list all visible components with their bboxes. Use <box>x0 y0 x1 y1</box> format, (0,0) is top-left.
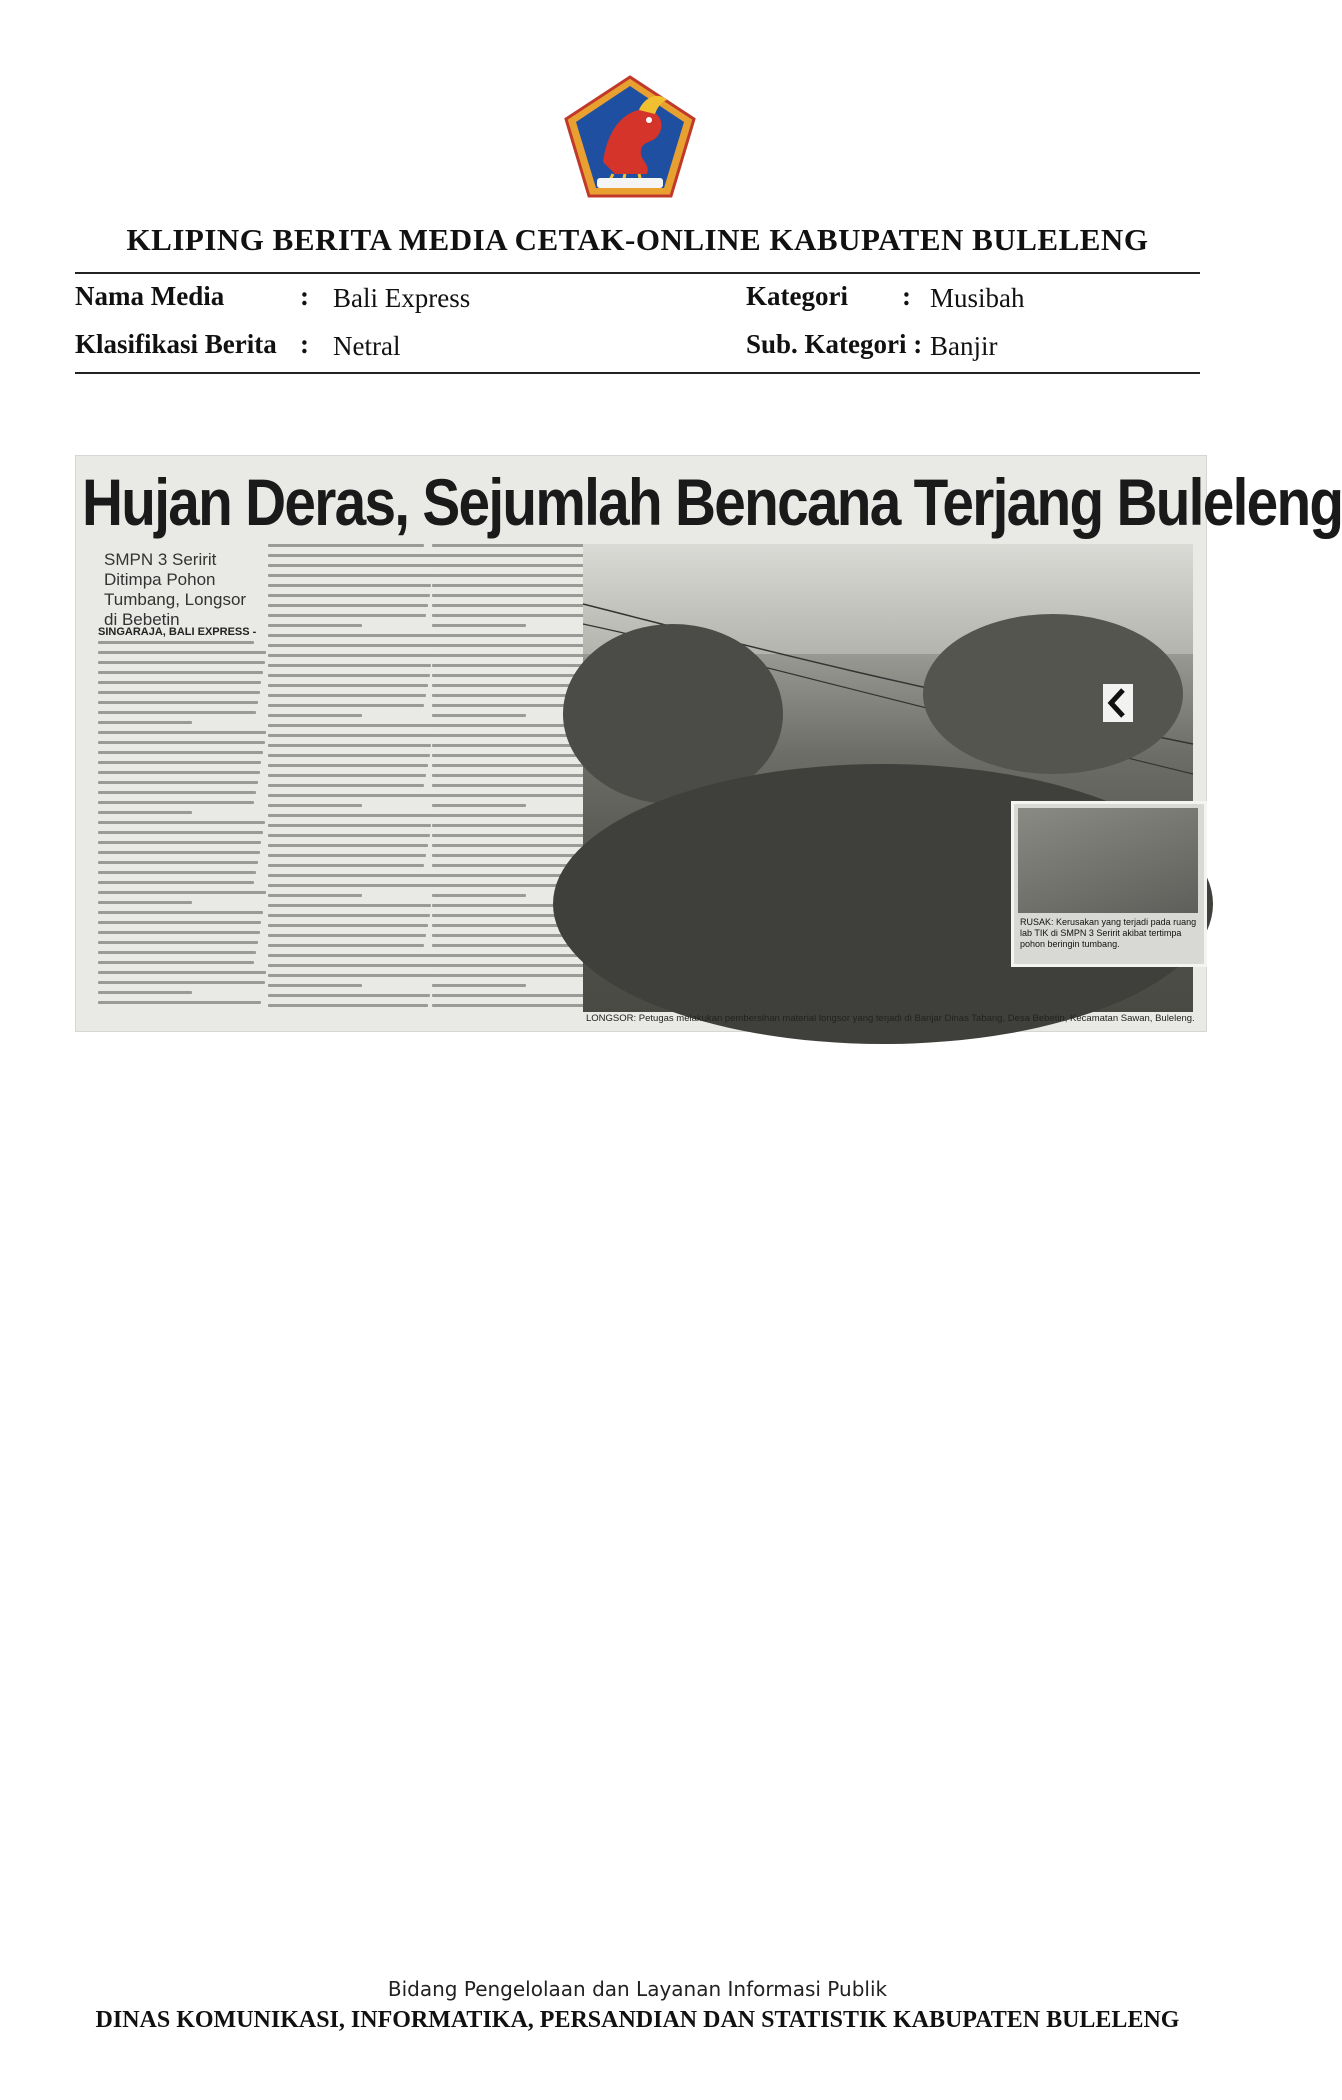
article-text-line <box>98 881 254 884</box>
article-dateline: SINGARAJA, BALI EXPRESS - <box>98 626 257 638</box>
article-text-line <box>268 594 430 597</box>
article-text-line <box>98 661 265 664</box>
article-text-line <box>98 801 254 804</box>
article-text-line <box>268 924 428 927</box>
article-text-line <box>432 994 594 997</box>
classification-separator: : <box>300 329 309 359</box>
article-text-line <box>98 941 258 944</box>
article-text-line <box>268 664 431 667</box>
article-text-line <box>432 834 594 837</box>
article-text-line <box>268 624 362 627</box>
article-text-line <box>432 964 599 967</box>
article-text-line <box>432 894 526 897</box>
article-text-line <box>432 674 594 677</box>
article-text-line <box>98 1001 261 1004</box>
article-text-line <box>98 761 261 764</box>
article-text-line <box>268 614 426 617</box>
article-headline: Hujan Deras, Sejumlah Bencana Terjang Buleleng <box>82 465 1342 539</box>
article-text-line <box>268 834 430 837</box>
article-text-line <box>98 931 260 934</box>
article-text-line <box>268 774 426 777</box>
article-text-line <box>98 821 265 824</box>
article-text-line <box>98 871 256 874</box>
article-text-line <box>98 911 263 914</box>
article-text-line <box>268 984 362 987</box>
article-text-line <box>98 921 261 924</box>
article-text-line <box>432 814 597 817</box>
media-name-label: Nama Media <box>75 281 225 311</box>
article-text-line <box>432 974 597 977</box>
article-text-line <box>432 584 595 587</box>
article-text-line <box>98 751 263 754</box>
article-text-line <box>268 824 431 827</box>
article-text-line <box>98 831 263 834</box>
article-text-line <box>432 574 597 577</box>
article-text-line <box>98 701 258 704</box>
article-text-line <box>432 664 595 667</box>
inset-image <box>1018 808 1198 913</box>
article-text-line <box>432 654 597 657</box>
article-text-line <box>432 984 526 987</box>
article-text-line <box>268 854 426 857</box>
article-text-line <box>268 964 435 967</box>
article-text-line <box>98 771 260 774</box>
subcategory-label: Sub. Kategori : <box>746 329 923 359</box>
article-text-line <box>268 804 362 807</box>
article-text-line <box>432 564 599 567</box>
article-text-line <box>268 574 433 577</box>
article-text-line <box>268 944 424 947</box>
article-column-2 <box>268 544 438 1014</box>
meta-divider <box>75 372 1200 374</box>
subcategory-value: Banjir <box>930 331 998 361</box>
article-text-line <box>268 644 435 647</box>
article-text-line <box>98 901 192 904</box>
media-name-separator: : <box>300 281 309 311</box>
article-text-line <box>98 861 258 864</box>
article-text-line <box>432 604 592 607</box>
article-text-line <box>98 681 261 684</box>
article-text-line <box>98 971 266 974</box>
article-text-line <box>268 814 433 817</box>
category-separator: : <box>902 281 911 311</box>
article-text-line <box>268 654 433 657</box>
article-column-1 <box>98 641 268 1011</box>
article-text-line <box>268 674 430 677</box>
article-text-line <box>268 884 435 887</box>
article-subhead: SMPN 3 Seririt Ditimpa Pohon Tumbang, Longsor di Bebetin <box>104 550 247 629</box>
article-text-line <box>432 594 594 597</box>
article-text-line <box>268 564 435 567</box>
article-text-line <box>268 724 435 727</box>
article-text-line <box>268 704 424 707</box>
article-text-line <box>98 671 263 674</box>
article-text-line <box>98 811 192 814</box>
article-text-line <box>268 914 430 917</box>
article-text-line <box>98 981 265 984</box>
article-text-line <box>268 974 433 977</box>
article-text-line <box>432 614 590 617</box>
article-text-line <box>432 784 588 787</box>
article-text-line <box>268 784 424 787</box>
article-text-line <box>268 764 428 767</box>
header-divider <box>75 272 1200 274</box>
article-text-line <box>268 874 436 877</box>
article-text-line <box>268 794 436 797</box>
article-text-line <box>268 754 430 757</box>
article-text-line <box>268 714 362 717</box>
article-text-line <box>432 1004 592 1007</box>
classification-label: Klasifikasi Berita <box>75 329 277 359</box>
article-text-line <box>268 954 436 957</box>
article-text-line <box>268 734 433 737</box>
article-text-line <box>432 804 526 807</box>
article-text-line <box>98 781 258 784</box>
inset-caption: RUSAK: Kerusakan yang terjadi pada ruang lab TIK di SMPN 3 Seririt akibat tertimpa pohon beringin tumbang. <box>1020 917 1197 949</box>
article-text-line <box>432 554 600 557</box>
article-text-line <box>432 844 592 847</box>
category-label: Kategori <box>746 281 848 311</box>
newspaper-clipping <box>75 455 1342 1032</box>
article-text-line <box>98 961 254 964</box>
article-text-line <box>432 854 590 857</box>
article-text-line <box>268 634 436 637</box>
article-text-line <box>98 721 192 724</box>
article-text-line <box>98 641 254 644</box>
article-text-line <box>268 994 430 997</box>
regency-logo <box>563 74 697 200</box>
classification-value: Netral <box>333 331 401 361</box>
article-text-line <box>268 904 431 907</box>
article-text-line <box>432 824 595 827</box>
article-text-line <box>432 764 592 767</box>
photo-caption: LONGSOR: Petugas melakukan pembersihan material longsor yang terjadi di Banjar Dinas Tabang, Desa Bebetin, Kecamatan Sawan, Buleleng. <box>586 1013 1195 1024</box>
article-text-line <box>268 554 436 557</box>
article-text-line <box>268 584 431 587</box>
article-text-line <box>98 711 256 714</box>
article-text-line <box>432 944 588 947</box>
article-text-line <box>268 864 424 867</box>
inset-photo <box>1011 801 1207 967</box>
article-text-line <box>432 794 600 797</box>
article-text-line <box>432 774 590 777</box>
article-text-line <box>268 604 428 607</box>
article-text-line <box>432 714 526 717</box>
article-text-line <box>98 851 260 854</box>
article-text-line <box>98 791 256 794</box>
article-text-line <box>268 684 428 687</box>
article-text-line <box>268 894 362 897</box>
article-text-line <box>432 624 526 627</box>
article-text-line <box>432 634 600 637</box>
footer-department: Bidang Pengelolaan dan Layanan Informasi Publik <box>387 1977 888 2001</box>
article-text-line <box>268 544 424 547</box>
article-text-line <box>98 731 266 734</box>
article-text-line <box>268 694 426 697</box>
article-text-line <box>432 544 588 547</box>
article-text-line <box>98 891 266 894</box>
article-text-line <box>268 844 428 847</box>
article-text-line <box>268 1004 428 1007</box>
article-text-line <box>98 691 260 694</box>
article-text-line <box>268 744 431 747</box>
document-title: KLIPING BERITA MEDIA CETAK-ONLINE KABUPATEN BULELENG <box>126 222 1149 257</box>
category-value: Musibah <box>930 283 1025 313</box>
article-text-line <box>98 741 265 744</box>
article-text-line <box>98 991 192 994</box>
article-text-line <box>268 934 426 937</box>
article-text-line <box>432 954 600 957</box>
article-text-line <box>432 644 599 647</box>
footer-agency: DINAS KOMUNIKASI, INFORMATIKA, PERSANDIAN DAN STATISTIK KABUPATEN BULELENG <box>95 2007 1180 2033</box>
article-text-line <box>432 684 592 687</box>
article-text-line <box>98 651 266 654</box>
article-text-line <box>432 864 588 867</box>
article-text-line <box>432 754 594 757</box>
article-text-line <box>98 841 261 844</box>
media-name-value: Bali Express <box>333 283 471 313</box>
article-text-line <box>98 951 256 954</box>
